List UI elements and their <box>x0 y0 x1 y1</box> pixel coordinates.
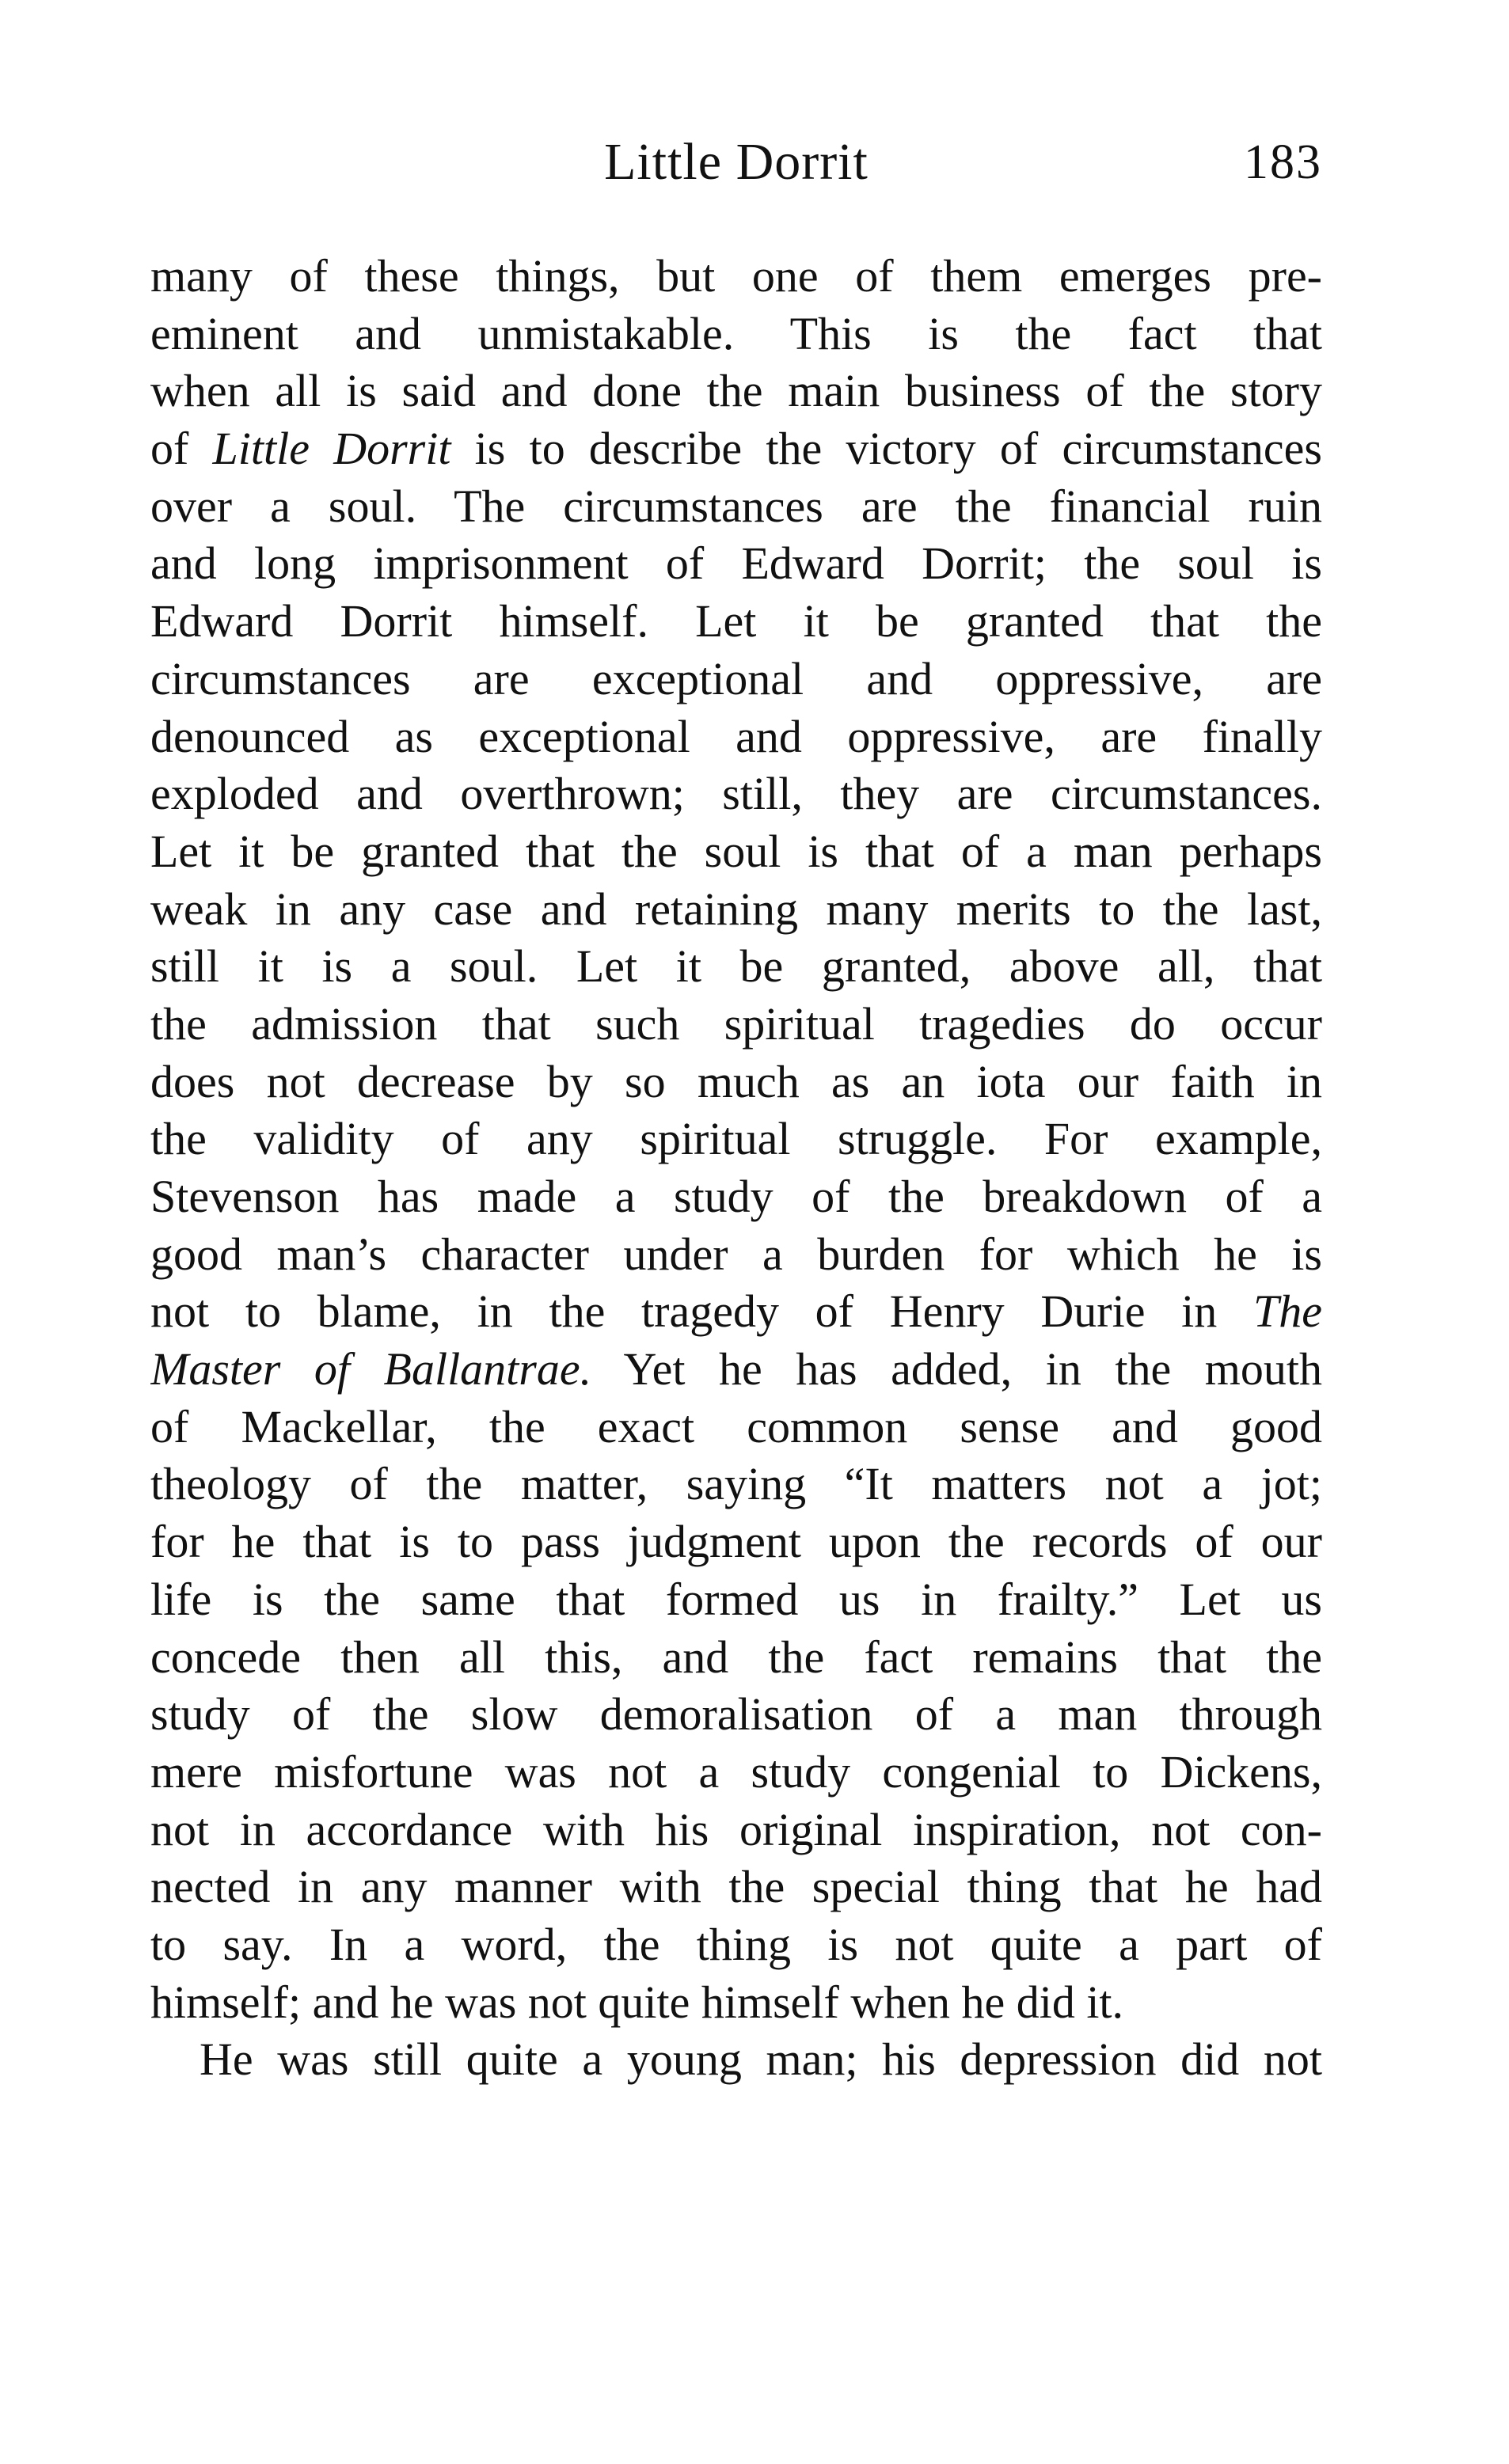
text-line: concede then all this, and the fact remains that the <box>150 1631 1322 1683</box>
text-line: and long imprisonment of Edward Dorrit; the soul is <box>150 537 1322 590</box>
text-line: of Mackellar, the exact common sense and good <box>150 1400 1322 1452</box>
text-run: Yet he has added, in the mouth <box>591 1343 1322 1395</box>
text-line: still it is a soul. Let it be granted, above all, that <box>150 940 1322 993</box>
text-line: mere misfortune was not a study congenial to Dickens, <box>150 1745 1322 1798</box>
text-line: many of these things, but one of them emerges pre- <box>150 250 1322 302</box>
text-line: when all is said and done the main business of the story <box>150 365 1322 417</box>
text-line: weak in any case and retaining many merits to the last, <box>150 883 1322 935</box>
text-line <box>150 420 1322 478</box>
paragraph-first-line: He was still quite a young man; his depression did not <box>200 2033 1322 2086</box>
text-line: good man’s character under a burden for which he is <box>150 1228 1322 1280</box>
text-line: life is the same that formed us in frailty.” Let us <box>150 1573 1322 1625</box>
running-title: Little Dorrit <box>604 133 869 191</box>
text-line: exploded and overthrown; still, they are circumstances. <box>150 768 1322 820</box>
text-run: is to describe the victory of circumstances <box>450 423 1322 475</box>
text-run: not to blame, in the tragedy of Henry Durie in <box>150 1285 1253 1338</box>
book-title-italic: Master of Ballantrae. <box>150 1343 592 1395</box>
body-text <box>150 248 1322 2089</box>
text-line <box>150 1341 1322 1399</box>
text-line: the admission that such spiritual tragedies do occur <box>150 997 1322 1050</box>
text-run: of <box>150 423 213 475</box>
text-line: the validity of any spiritual struggle. For example, <box>150 1113 1322 1165</box>
text-line: Edward Dorrit himself. Let it be granted that the <box>150 595 1322 647</box>
text-line: study of the slow demoralisation of a man through <box>150 1688 1322 1741</box>
running-head <box>150 127 1322 198</box>
text-line: theology of the matter, saying “It matters not a jot; <box>150 1458 1322 1510</box>
text-line: to say. In a word, the thing is not quite a part of <box>150 1918 1322 1970</box>
text-line: not in accordance with his original inspiration, not con- <box>150 1803 1322 1855</box>
text-line: over a soul. The circumstances are the financial ruin <box>150 480 1322 532</box>
text-line: does not decrease by so much as an iota our faith in <box>150 1055 1322 1107</box>
text-line <box>150 1283 1322 1341</box>
page-number: 183 <box>1244 135 1322 189</box>
text-line: Let it be granted that the soul is that of a man perhaps <box>150 825 1322 877</box>
text-line: denounced as exceptional and oppressive, are finally <box>150 710 1322 762</box>
text-line: nected in any manner with the special thing that he had <box>150 1861 1322 1913</box>
text-line: for he that is to pass judgment upon the records of our <box>150 1516 1322 1568</box>
book-title-italic: Little Dorrit <box>212 423 451 475</box>
text-line: Stevenson has made a study of the breakdown of a <box>150 1171 1322 1222</box>
text-line: eminent and unmistakable. This is the fact that <box>150 307 1322 359</box>
text-line: circumstances are exceptional and oppressive, are <box>150 652 1322 704</box>
text-line: himself; and he was not quite himself when he did it. <box>150 1976 1124 2028</box>
book-title-italic: The <box>1253 1285 1322 1338</box>
